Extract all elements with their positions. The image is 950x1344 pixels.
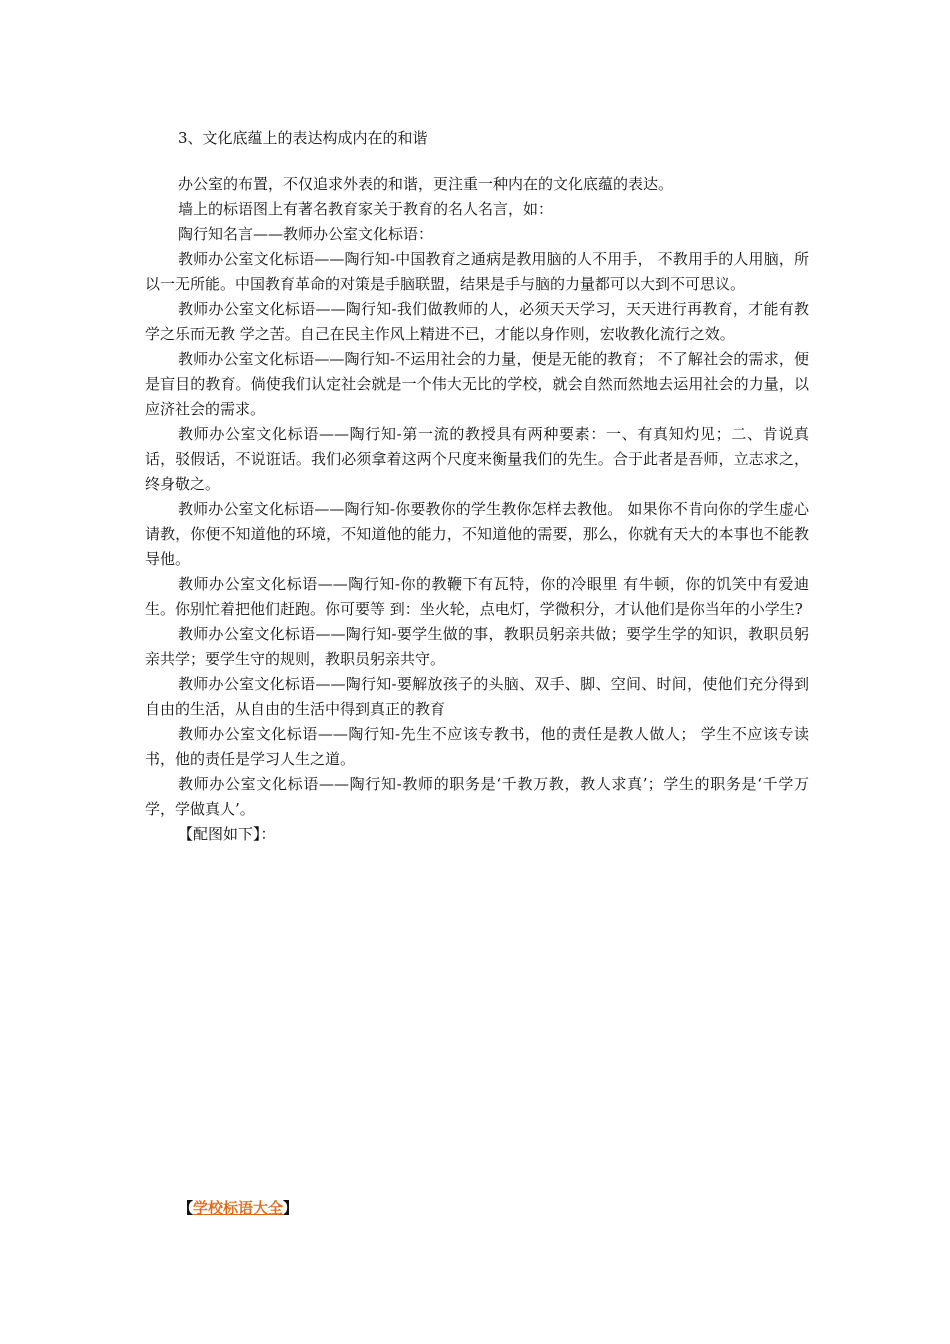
paragraph: 教师办公室文化标语——陶行知-要学生做的事，教职员躬亲共做；要学生学的知识，教职员躬亲共学；要学生守的规则，教职员躬亲共守。 xyxy=(145,625,809,668)
paragraph: 办公室的布置，不仅追求外表的和谐，更注重一种内在的文化底蕴的表达。 xyxy=(178,175,674,193)
paragraph: 墙上的标语图上有著名教育家关于教育的名人名言，如： xyxy=(178,200,554,218)
paragraph: 教师办公室文化标语——陶行知-中国教育之通病是教用脑的人不用手， 不教用手的人用脑，所以一无所能。中国教育革命的对策是手脑联盟，结果是手与脑的力量都可以大到不可思议。 xyxy=(145,250,809,293)
image-caption: 【配图如下】： xyxy=(178,825,276,843)
paragraph: 教师办公室文化标语——陶行知-不运用社会的力量，便是无能的教育； 不了解社会的需求，便是盲目的教育。倘使我们认定社会就是一个伟大无比的学校，就会自然而然地去运用社会的力量，以应济社会的需求。 xyxy=(145,350,809,418)
footer-link-line xyxy=(178,1196,298,1220)
paragraph: 教师办公室文化标语——陶行知-我们做教师的人，必须天天学习，天天进行再教育，才能有教学之乐而无教 学之苦。自己在民主作风上精进不已，才能以身作则，宏收教化流行之效。 xyxy=(145,300,809,343)
school-slogans-link[interactable]: 学校标语大全 xyxy=(193,1199,284,1217)
bracket-open: 【 xyxy=(178,1199,194,1217)
paragraph: 教师办公室文化标语——陶行知-你的教鞭下有瓦特，你的冷眼里 有牛顿，你的饥笑中有爱迪生。你别忙着把他们赶跑。你可要等 到：坐火轮，点电灯，学微积分，才认他们是你当年的小学生? xyxy=(145,575,809,618)
paragraph: 教师办公室文化标语——陶行知-先生不应该专教书，他的责任是教人做人； 学生不应该专读书，他的责任是学习人生之道。 xyxy=(145,725,809,768)
bracket-close: 】 xyxy=(283,1199,299,1217)
body-text xyxy=(145,172,809,847)
section-heading: 3、文化底蕴上的表达构成内在的和谐 xyxy=(178,129,428,147)
paragraph: 教师办公室文化标语——陶行知-你要教你的学生教你怎样去教他。 如果你不肯向你的学生虚心请教，你便不知道他的环境，不知道他的能力，不知道他的需要，那么，你就有天大的本事也不能教导他。 xyxy=(145,500,809,568)
paragraph: 教师办公室文化标语——陶行知-要解放孩子的头脑、双手、脚、空间、时间，使他们充分得到自由的生活，从自由的生活中得到真正的教育 xyxy=(145,675,809,718)
paragraph: 陶行知名言——教师办公室文化标语： xyxy=(178,225,434,243)
paragraph: 教师办公室文化标语——陶行知-教师的职务是‘千教万教，教人求真’；学生的职务是‘千学万学，学做真人’。 xyxy=(145,775,809,818)
paragraph: 教师办公室文化标语——陶行知-第一流的教授具有两种要素：一、有真知灼见；二、肯说真话，驳假话，不说诳话。我们必须拿着这两个尺度来衡量我们的先生。合于此者是吾师，立志求之，终身敬之。 xyxy=(145,425,809,493)
